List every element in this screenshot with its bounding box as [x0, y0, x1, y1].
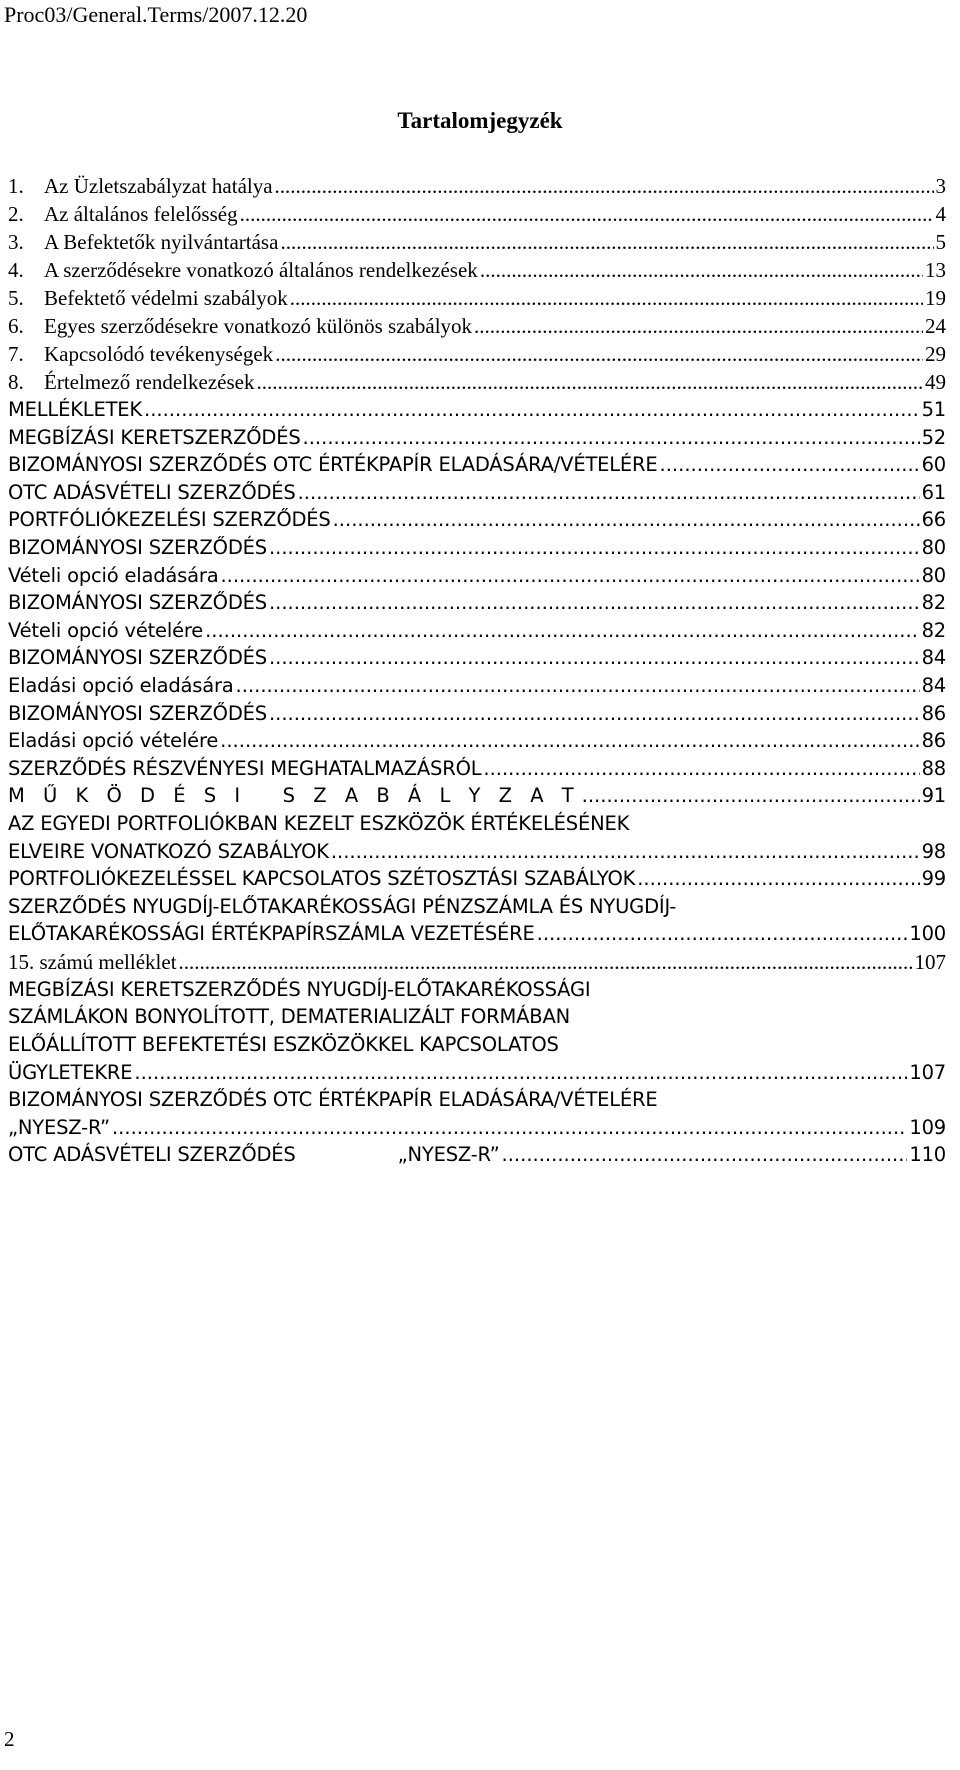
toc-dot-leader	[280, 228, 933, 256]
toc-entry-title: MELLÉKLETEK	[8, 398, 142, 421]
toc-entry-title: A Befektetők nyilvántartása	[44, 230, 279, 254]
toc-entry-page: 86	[921, 729, 946, 753]
toc-entry-title: Értelmező rendelkezések	[44, 370, 255, 394]
toc-dot-leader	[220, 727, 919, 755]
toc-dot-leader	[275, 172, 934, 200]
toc-entry[interactable]	[8, 838, 946, 866]
toc-dot-leader	[269, 644, 920, 672]
toc-entry-title-line: ELŐÁLLÍTOTT BEFEKTETÉSI ESZKÖZÖKKEL KAPCSOLATOS	[8, 1033, 559, 1057]
toc-entry-title-line: AZ EGYEDI PORTFOLIÓKBAN KEZELT ESZKÖZÖK ÉRTÉKELÉSÉNEK	[8, 811, 630, 835]
toc-entry[interactable]	[8, 782, 946, 810]
page-number: 2	[4, 1727, 15, 1751]
toc-entry-page: 4	[935, 202, 946, 226]
toc-entry[interactable]	[8, 948, 946, 976]
toc-entry-title: BIZOMÁNYOSI SZERZŐDÉS	[8, 646, 267, 670]
toc-annex-section	[8, 396, 946, 810]
toc-entry-page: 82	[921, 618, 946, 642]
toc-entry-page: 66	[921, 508, 946, 532]
toc-entry-title: 15. számú melléklet	[8, 949, 177, 974]
toc-dot-leader	[474, 312, 923, 340]
toc-entry-title-line: BIZOMÁNYOSI SZERZŐDÉS OTC ÉRTÉKPAPÍR ELADÁSÁRA/VÉTELÉRE	[8, 1088, 658, 1112]
toc-entry-page: 88	[921, 756, 946, 780]
toc-entry-number: 2.	[8, 202, 24, 226]
toc-entry[interactable]	[8, 340, 946, 368]
toc-dot-leader	[112, 1114, 907, 1142]
toc-long-section	[8, 810, 946, 1169]
toc-dot-leader	[269, 700, 920, 728]
toc-entry[interactable]	[8, 479, 946, 507]
toc-dot-leader	[134, 1059, 907, 1087]
toc-entry-title: „NYESZ-R”	[8, 1115, 110, 1139]
toc-entry-title: Az általános felelősség	[44, 202, 238, 226]
toc-multiline-entry[interactable]	[8, 948, 946, 976]
toc-dot-leader	[275, 340, 923, 368]
toc-entry-title: MEGBÍZÁSI KERETSZERZŐDÉS	[8, 425, 301, 449]
toc-entry-title: ELVEIRE VONATKOZÓ SZABÁLYOK	[8, 839, 329, 863]
toc-dot-leader	[236, 672, 920, 700]
toc-entry-title-line: MEGBÍZÁSI KERETSZERZŐDÉS NYUGDÍJ-ELŐTAKARÉKOSSÁGI	[8, 977, 591, 1001]
toc-entry-title: BIZOMÁNYOSI SZERZŐDÉS OTC ÉRTÉKPAPÍR ELADÁSÁRA/VÉTELÉRE	[8, 453, 658, 477]
toc-entry-number: 6.	[8, 314, 24, 338]
toc-entry[interactable]	[8, 256, 946, 284]
toc-entry-page: 84	[921, 646, 946, 670]
toc-entry-page: 13	[925, 258, 946, 282]
toc-entry-title: PORTFÓLIÓKEZELÉSI SZERZŐDÉS	[8, 508, 331, 532]
toc-multiline-entry[interactable]	[8, 865, 946, 893]
toc-entry-number: 4.	[8, 258, 24, 282]
toc-dot-leader	[179, 948, 913, 976]
toc-dot-leader	[333, 506, 920, 534]
toc-entry-title: OTC ADÁSVÉTELI SZERZŐDÉS „NYESZ-R”	[8, 1143, 500, 1167]
toc-entry-page: 86	[921, 701, 946, 725]
toc-entry-page: 99	[921, 867, 946, 891]
toc-entry-page: 84	[921, 673, 946, 697]
toc-entry-title: Eladási opció vételére	[8, 729, 219, 753]
toc-entry[interactable]	[8, 200, 946, 228]
toc-entry-page: 107	[914, 949, 946, 974]
toc-dot-leader	[240, 200, 934, 228]
toc-entry-title: M Ű K Ö D É S I S Z A B Á L Y Z A T	[8, 784, 580, 808]
toc-dot-leader	[303, 424, 920, 452]
toc-entry[interactable]	[8, 755, 946, 783]
toc-entry-page: 100	[909, 922, 946, 946]
toc-multiline-entry[interactable]	[8, 1141, 946, 1169]
toc-entry-page: 49	[925, 370, 946, 394]
toc-multiline-entry[interactable]	[8, 976, 946, 1086]
toc-dot-leader	[637, 865, 919, 893]
toc-entry-page: 91	[921, 784, 946, 808]
toc-dot-leader	[269, 534, 920, 562]
toc-entry-page: 19	[925, 286, 946, 310]
toc-entry-page: 110	[909, 1143, 946, 1167]
toc-entry-title: BIZOMÁNYOSI SZERZŐDÉS	[8, 591, 267, 615]
toc-entry-page: 80	[921, 563, 946, 587]
toc-entry-number: 5.	[8, 286, 24, 310]
toc-entry[interactable]	[8, 368, 946, 396]
toc-entry[interactable]	[8, 865, 946, 893]
toc-entry-title: SZERZŐDÉS RÉSZVÉNYESI MEGHATALMAZÁSRÓL	[8, 756, 482, 780]
toc-entry-page: 80	[921, 535, 946, 559]
toc-entry-title: OTC ADÁSVÉTELI SZERZŐDÉS	[8, 480, 296, 504]
toc-multiline-entry[interactable]	[8, 810, 946, 865]
toc-multiline-entry[interactable]	[8, 893, 946, 948]
toc-dot-leader	[331, 838, 920, 866]
toc-entry[interactable]	[8, 312, 946, 340]
toc-entry-page: 61	[921, 480, 946, 504]
toc-entry[interactable]	[8, 451, 946, 479]
toc-entry-title: ELŐTAKARÉKOSSÁGI ÉRTÉKPAPÍRSZÁMLA VEZETÉSÉRE	[8, 922, 535, 946]
toc-entry[interactable]	[8, 920, 946, 948]
toc-entry-title: Vételi opció eladására	[8, 563, 219, 587]
toc-dot-leader	[144, 396, 920, 424]
toc-entry-page: 98	[921, 839, 946, 863]
toc-dot-leader	[205, 617, 920, 645]
toc-entry[interactable]	[8, 1114, 946, 1142]
toc-dot-leader	[290, 284, 923, 312]
toc-dot-leader	[220, 562, 919, 590]
toc-entry-page: 5	[935, 230, 946, 254]
toc-dot-leader	[298, 479, 920, 507]
toc-entry[interactable]	[8, 700, 946, 728]
toc-entry[interactable]	[8, 1059, 946, 1087]
toc-multiline-entry[interactable]	[8, 1086, 946, 1141]
toc-entry[interactable]	[8, 1141, 946, 1169]
toc-entry-number: 3.	[8, 230, 24, 254]
toc-dot-leader	[269, 589, 920, 617]
toc-entry[interactable]	[8, 727, 946, 755]
toc-entry-title: PORTFOLIÓKEZELÉSSEL KAPCSOLATOS SZÉTOSZTÁSI SZABÁLYOK	[8, 867, 636, 891]
toc-entry-page: 109	[909, 1115, 946, 1139]
toc-entry[interactable]	[8, 562, 946, 590]
toc-entry[interactable]	[8, 396, 946, 424]
document-id: Proc03/General.Terms/2007.12.20	[4, 2, 308, 27]
toc-dot-leader	[480, 256, 923, 284]
toc-entry-title: BIZOMÁNYOSI SZERZŐDÉS	[8, 535, 267, 559]
toc-entry-title: Befektető védelmi szabályok	[44, 286, 288, 310]
toc-entry-number: 1.	[8, 174, 24, 198]
toc-entry-page: 52	[921, 425, 946, 449]
toc-entry-title: Eladási opció eladására	[8, 673, 234, 697]
toc-entry-number: 8.	[8, 370, 24, 394]
toc-entry-title: ÜGYLETEKRE	[8, 1060, 133, 1084]
toc-entry[interactable]	[8, 672, 946, 700]
toc-dot-leader	[660, 451, 920, 479]
table-of-contents	[8, 172, 946, 1169]
toc-entry[interactable]	[8, 172, 946, 200]
toc-entry-title: Egyes szerződésekre vonatkozó különös szabályok	[44, 314, 473, 338]
toc-entry-title: Vételi opció vételére	[8, 618, 204, 642]
toc-entry[interactable]	[8, 506, 946, 534]
toc-entry[interactable]	[8, 228, 946, 256]
toc-numbered-section	[8, 172, 946, 396]
toc-entry-page: 3	[935, 174, 946, 198]
toc-entry-title: BIZOMÁNYOSI SZERZŐDÉS	[8, 701, 267, 725]
toc-entry-title: Az Üzletszabályzat hatálya	[44, 174, 273, 198]
toc-entry-page: 60	[921, 453, 946, 477]
toc-entry-page: 107	[909, 1060, 946, 1084]
toc-entry-page: 51	[921, 398, 946, 421]
toc-entry-title-line: SZERZŐDÉS NYUGDÍJ-ELŐTAKARÉKOSSÁGI PÉNZSZÁMLA ÉS NYUGDÍJ-	[8, 894, 677, 918]
toc-entry[interactable]	[8, 644, 946, 672]
toc-entry-title-line: SZÁMLÁKON BONYOLÍTOTT, DEMATERIALIZÁLT FORMÁBAN	[8, 1005, 570, 1029]
toc-dot-leader	[256, 368, 923, 396]
toc-entry-page: 24	[925, 314, 946, 338]
toc-entry-page: 82	[921, 591, 946, 615]
toc-entry[interactable]	[8, 589, 946, 617]
toc-entry-title: Kapcsolódó tevékenységek	[44, 342, 274, 366]
toc-entry-page: 29	[925, 342, 946, 366]
toc-entry[interactable]	[8, 424, 946, 452]
toc-dot-leader	[502, 1141, 908, 1169]
toc-dot-leader	[483, 755, 919, 783]
toc-dot-leader	[582, 782, 920, 810]
toc-entry[interactable]	[8, 284, 946, 312]
toc-title: Tartalomjegyzék	[397, 108, 563, 133]
toc-entry-number: 7.	[8, 342, 24, 366]
toc-entry[interactable]	[8, 534, 946, 562]
toc-entry[interactable]	[8, 617, 946, 645]
toc-entry-title: A szerződésekre vonatkozó általános rendelkezések	[44, 258, 478, 282]
toc-dot-leader	[537, 920, 908, 948]
